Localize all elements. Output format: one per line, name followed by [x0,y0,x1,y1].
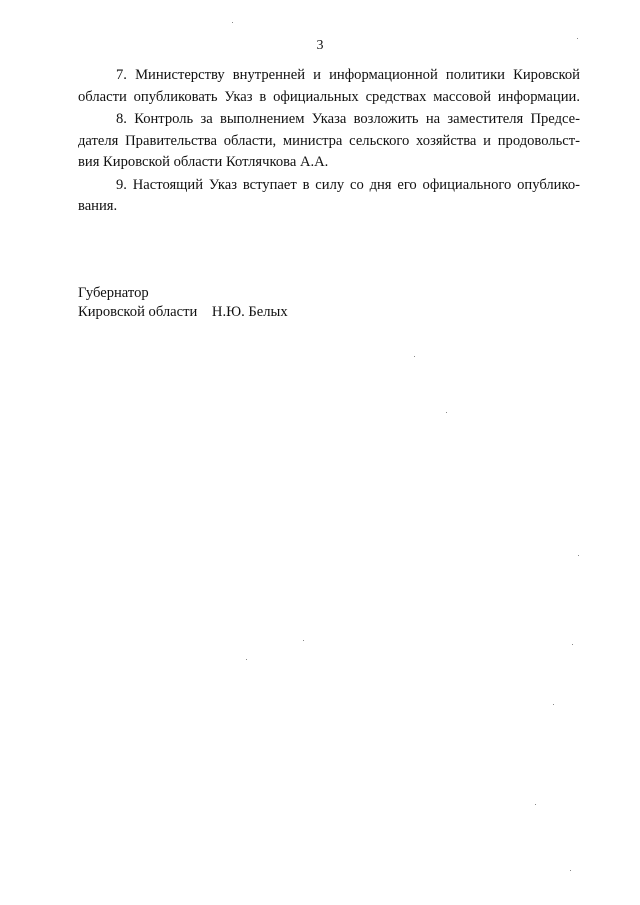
paragraph-line: области опубликовать Указ в официальных средствах массовой информации. [78,88,580,105]
scan-speck [232,22,233,23]
scan-speck [446,412,447,413]
paragraph-line: 7. Министерству внутренней и информационной политики Кировской [116,67,580,83]
paragraph-9 [78,175,580,218]
paragraph-line: 9. Настоящий Указ вступает в силу со дня его официального опублико- [116,176,580,193]
scan-speck [535,804,536,805]
page-number: 3 [316,38,324,53]
scan-speck [577,38,578,39]
paragraph-8 [78,109,580,174]
paragraph-line: вия Кировской области Котлячкова А.А. [78,154,329,170]
scan-speck [570,870,571,871]
signatory-position: Губернатор [78,285,149,301]
document-body [78,65,580,219]
paragraph-line: 8. Контроль за выполнением Указа возложить на заместителя Предсе- [116,111,580,127]
scan-speck [414,356,415,357]
scan-speck [578,555,579,556]
signatory-region-and-name: Кировской области Н.Ю. Белых [78,304,288,320]
scan-speck [553,704,554,705]
paragraph-7 [78,65,580,108]
scan-speck [246,659,247,660]
paragraph-line: дателя Правительства области, министра сельского хозяйства и продовольст- [78,132,580,149]
signature-block [78,284,288,322]
paragraph-line: вания. [78,198,118,214]
scan-speck [303,640,304,641]
scan-speck [572,644,573,645]
